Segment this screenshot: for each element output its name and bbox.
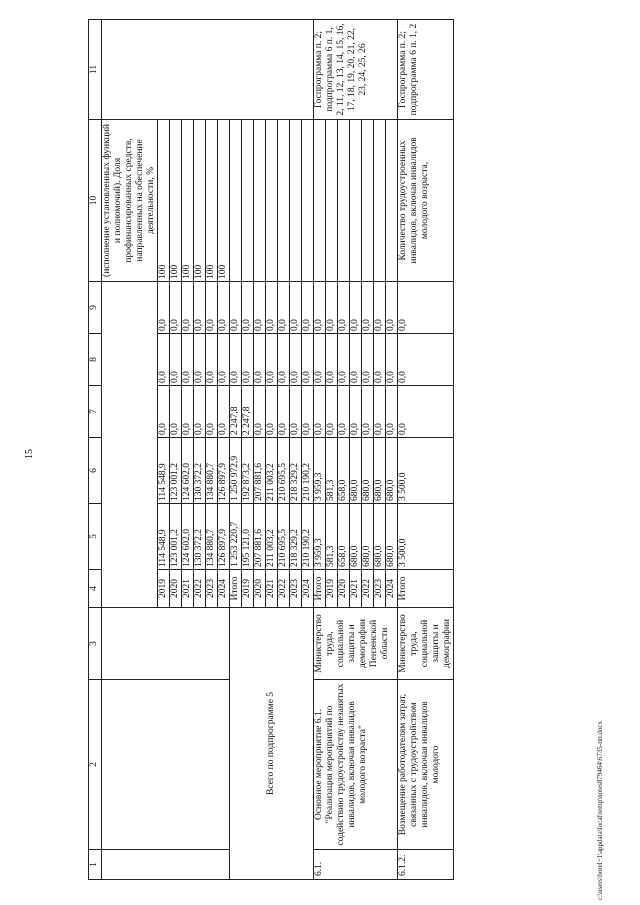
amount-cell: 0,0: [170, 386, 182, 438]
amount-cell: 0,0: [326, 282, 338, 334]
blank-cell: [102, 680, 230, 850]
indicator-value-cell: 100: [170, 120, 182, 282]
amount-cell: 0,0: [230, 334, 242, 386]
indicator-value-cell: [362, 120, 374, 282]
year-cell: 2022: [278, 570, 290, 608]
amount-cell: 210 190,2: [302, 504, 314, 570]
indicator-value-cell: [374, 120, 386, 282]
amount-cell: 680,0: [362, 438, 374, 504]
amount-cell: 114 548,9: [158, 504, 170, 570]
amount-cell: 0,0: [194, 334, 206, 386]
year-cell: 2020: [254, 570, 266, 608]
amount-cell: 207 881,6: [254, 438, 266, 504]
amount-cell: 3 959,3: [314, 438, 326, 504]
amount-cell: 0,0: [350, 282, 362, 334]
column-number-header: 6: [89, 438, 102, 504]
amount-cell: 0,0: [350, 386, 362, 438]
amount-cell: 1 250 972,9: [230, 438, 242, 504]
amount-cell: 134 880,7: [206, 504, 218, 570]
program-reference: Госпрограмма п. 2; подпрограмма 6 п. 1, 2: [398, 20, 454, 120]
year-cell: 2023: [206, 570, 218, 608]
year-cell: 2019: [242, 570, 254, 608]
amount-cell: 126 897,9: [218, 438, 230, 504]
year-cell: 2021: [182, 570, 194, 608]
page-number: 15: [24, 449, 35, 459]
column-number-header: 2: [89, 680, 102, 850]
indicator-value-cell: 100: [182, 120, 194, 282]
amount-cell: 0,0: [338, 334, 350, 386]
amount-cell: 124 602,0: [182, 438, 194, 504]
amount-cell: 134 880,7: [206, 438, 218, 504]
amount-cell: 0,0: [254, 334, 266, 386]
amount-cell: 0,0: [362, 282, 374, 334]
amount-cell: 0,0: [182, 282, 194, 334]
amount-cell: 207 881,6: [254, 504, 266, 570]
indicator-value-cell: [290, 120, 302, 282]
year-cell: 2024: [218, 570, 230, 608]
amount-cell: 0,0: [314, 386, 326, 438]
amount-cell: 0,0: [266, 334, 278, 386]
amount-cell: 123 001,2: [170, 504, 182, 570]
amount-cell: 1 253 220,7: [230, 504, 242, 570]
year-cell: 2024: [302, 570, 314, 608]
indicator-value-cell: [230, 120, 242, 282]
indicator-value-cell: [242, 120, 254, 282]
measure-executor: Министерство труда, социальной защиты и демографии Пензенской области: [314, 608, 398, 680]
column-number-header: 4: [89, 570, 102, 608]
amount-cell: 0,0: [206, 282, 218, 334]
amount-cell: 680,0: [386, 504, 398, 570]
indicator-value-cell: 100: [158, 120, 170, 282]
amount-cell: 0,0: [302, 282, 314, 334]
measure-name: Основное мероприятие 6.1. "Реализация мероприятий по содействию трудоустройству незанятых инвалидов, включая инвалидов молодого возраста": [314, 680, 398, 850]
year-cell: 2023: [290, 570, 302, 608]
amount-cell: 195 121,0: [242, 504, 254, 570]
blank-cell: [102, 282, 158, 608]
indicator-value-cell: 100: [206, 120, 218, 282]
amount-cell: 0,0: [314, 334, 326, 386]
rotated-page: [88, 20, 614, 880]
amount-cell: 0,0: [314, 282, 326, 334]
indicator-value-cell: [302, 120, 314, 282]
indicator-value-cell: [254, 120, 266, 282]
amount-cell: 0,0: [242, 334, 254, 386]
amount-cell: 3 959,3: [314, 504, 326, 570]
amount-cell: 0,0: [362, 386, 374, 438]
amount-cell: 0,0: [230, 282, 242, 334]
amount-cell: 0,0: [290, 282, 302, 334]
amount-cell: 680,0: [350, 438, 362, 504]
amount-cell: 0,0: [338, 386, 350, 438]
amount-cell: 0,0: [290, 334, 302, 386]
amount-cell: 210 190,2: [302, 438, 314, 504]
amount-cell: 0,0: [242, 282, 254, 334]
amount-cell: 0,0: [158, 386, 170, 438]
amount-cell: 0,0: [302, 334, 314, 386]
amount-cell: 0,0: [398, 334, 454, 386]
amount-cell: 0,0: [194, 386, 206, 438]
amount-cell: 0,0: [206, 386, 218, 438]
amount-cell: 130 372,2: [194, 504, 206, 570]
amount-cell: 0,0: [338, 282, 350, 334]
measure-executor: Министерство труда, социальной защиты и демографии: [398, 608, 454, 680]
amount-cell: 0,0: [170, 334, 182, 386]
year-cell: 2021: [266, 570, 278, 608]
amount-cell: 658,0: [338, 504, 350, 570]
amount-cell: 0,0: [158, 282, 170, 334]
measure-number: 6.1.: [314, 850, 398, 880]
indicator-text-cell: (исполнение установленных функций и полномочий). Доля профинансированных средств, направленных на обеспечение деятельности, %: [102, 120, 158, 282]
amount-cell: 581,3: [326, 504, 338, 570]
year-cell: 2021: [350, 570, 362, 608]
amount-cell: 0,0: [194, 282, 206, 334]
indicator-value-cell: [350, 120, 362, 282]
blank-cell: [102, 850, 230, 880]
amount-cell: 126 897,9: [218, 504, 230, 570]
indicator-value-cell: [338, 120, 350, 282]
amount-cell: 2 247,8: [242, 386, 254, 438]
amount-cell: 3 500,0: [398, 438, 454, 504]
amount-cell: 0,0: [374, 282, 386, 334]
amount-cell: 0,0: [326, 386, 338, 438]
footer-file-path: c:\users\borel~1\appdata\local\temp\notes879464\6735-пп.docx: [596, 720, 604, 900]
amount-cell: 0,0: [206, 334, 218, 386]
measure-6-1-row: [314, 20, 326, 880]
amount-cell: 0,0: [326, 334, 338, 386]
measure-6-1-2-row: [398, 20, 454, 880]
amount-cell: 0,0: [374, 386, 386, 438]
continuation-text-row: [102, 20, 158, 880]
measure-number: 6.1.2.: [398, 850, 454, 880]
year-cell: 2022: [194, 570, 206, 608]
amount-cell: 0,0: [386, 334, 398, 386]
amount-cell: 0,0: [182, 386, 194, 438]
amount-cell: 0,0: [278, 386, 290, 438]
indicator-value-cell: [266, 120, 278, 282]
amount-cell: 0,0: [278, 334, 290, 386]
year-cell: 2020: [170, 570, 182, 608]
column-number-header: 3: [89, 608, 102, 680]
amount-cell: 680,0: [386, 438, 398, 504]
amount-cell: 0,0: [218, 386, 230, 438]
column-number-header: 8: [89, 334, 102, 386]
amount-cell: 0,0: [374, 334, 386, 386]
amount-cell: 0,0: [386, 282, 398, 334]
amount-cell: 192 873,2: [242, 438, 254, 504]
year-cell: 2019: [326, 570, 338, 608]
amount-cell: 0,0: [254, 386, 266, 438]
year-cell: 2019: [158, 570, 170, 608]
amount-cell: 210 695,5: [278, 438, 290, 504]
blank-cell: [102, 608, 230, 680]
column-number-header: 9: [89, 282, 102, 334]
amount-cell: 211 003,2: [266, 438, 278, 504]
amount-cell: 3 500,0: [398, 504, 454, 570]
amount-cell: 123 001,2: [170, 438, 182, 504]
blank-cell: [102, 20, 314, 120]
year-cell: 2023: [374, 570, 386, 608]
amount-cell: 0,0: [350, 334, 362, 386]
amount-cell: 124 602,0: [182, 504, 194, 570]
amount-cell: 0,0: [218, 282, 230, 334]
amount-cell: 0,0: [266, 386, 278, 438]
amount-cell: 0,0: [218, 334, 230, 386]
amount-cell: 680,0: [362, 504, 374, 570]
column-number-header: 1: [89, 850, 102, 880]
column-number-header: 11: [89, 20, 102, 120]
year-cell: 2024: [386, 570, 398, 608]
amount-cell: 0,0: [398, 386, 454, 438]
amount-cell: 130 372,2: [194, 438, 206, 504]
indicator-value-cell: [314, 120, 326, 282]
amount-cell: 211 003,2: [266, 504, 278, 570]
year-cell: Итого: [230, 570, 242, 608]
amount-cell: 0,0: [302, 386, 314, 438]
year-cell: Итого: [398, 570, 454, 608]
amount-cell: 0,0: [182, 334, 194, 386]
indicator-value-cell: 100: [218, 120, 230, 282]
amount-cell: 0,0: [362, 334, 374, 386]
budget-table: [88, 19, 454, 880]
subtotal-label: Всего по подпрограмме 5: [230, 608, 314, 880]
year-cell: 2022: [362, 570, 374, 608]
subtotal-row: [230, 20, 242, 880]
amount-cell: 0,0: [386, 386, 398, 438]
amount-cell: 581,3: [326, 438, 338, 504]
indicator-value-cell: [326, 120, 338, 282]
column-number-header: 10: [89, 120, 102, 282]
amount-cell: 680,0: [350, 504, 362, 570]
amount-cell: 218 329,2: [290, 504, 302, 570]
year-cell: Итого: [314, 570, 326, 608]
measure-name: Возмещение работодателям затрат, связанных с трудоустройством инвалидов, включая инвалидов молодого: [398, 680, 454, 850]
indicator-value-cell: [386, 120, 398, 282]
indicator-text-cell: Количество трудоустроенных инвалидов, включая инвалидов молодого возраста,: [398, 120, 454, 282]
amount-cell: 218 329,2: [290, 438, 302, 504]
amount-cell: 0,0: [398, 282, 454, 334]
program-reference: Госпрограмма п. 2; подпрограмма 6 п. 1, 2, 11, 12, 13, 14, 15, 16, 17, 18, 19, 20, 21, 22, 23, 24, 25, 26: [314, 20, 398, 120]
amount-cell: 2 247,8: [230, 386, 242, 438]
amount-cell: 680,0: [374, 438, 386, 504]
column-number-row: [89, 20, 102, 880]
column-number-header: 5: [89, 504, 102, 570]
amount-cell: 680,0: [374, 504, 386, 570]
amount-cell: 0,0: [290, 386, 302, 438]
column-number-header: 7: [89, 386, 102, 438]
amount-cell: 658,0: [338, 438, 350, 504]
year-cell: 2020: [338, 570, 350, 608]
amount-cell: 210 695,5: [278, 504, 290, 570]
amount-cell: 0,0: [158, 334, 170, 386]
indicator-value-cell: 100: [194, 120, 206, 282]
amount-cell: 0,0: [278, 282, 290, 334]
amount-cell: 0,0: [254, 282, 266, 334]
amount-cell: 0,0: [170, 282, 182, 334]
amount-cell: 0,0: [266, 282, 278, 334]
indicator-value-cell: [278, 120, 290, 282]
amount-cell: 114 548,9: [158, 438, 170, 504]
